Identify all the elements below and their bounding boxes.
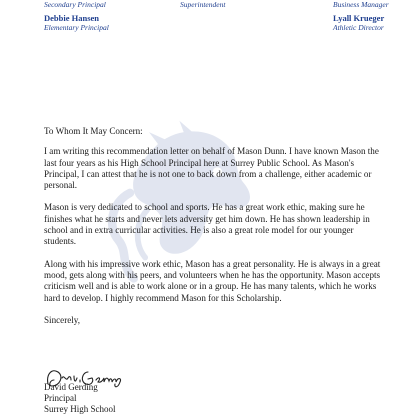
letterhead — [0, 0, 400, 40]
letterhead-left — [44, 13, 109, 32]
athletic-director-name: Lyall Krueger — [333, 13, 385, 23]
paragraph-2: Mason is very dedicated to school and sports. He has a great work ethic, making sure he finishes what he starts and never lets adversity get him down. He has shown leadership in school and in extra curricular activities. He is also a great role model for our younger students. — [44, 202, 370, 247]
letterhead-right — [333, 13, 384, 32]
closing: Sincerely, — [44, 314, 81, 325]
letterhead-left-top — [44, 0, 106, 9]
signer-organization: Surrey High School — [44, 403, 116, 414]
secondary-principal-title: Secondary Principal — [44, 0, 106, 9]
letter-body — [44, 126, 384, 337]
elementary-principal-title: Elementary Principal — [44, 23, 109, 32]
elementary-principal-name: Debbie Hansen — [44, 13, 100, 23]
athletic-director-title: Athletic Director — [333, 23, 384, 32]
signer-title: Principal — [44, 392, 77, 403]
letterhead-right-top — [333, 0, 389, 9]
signer-name: David Gerding — [44, 382, 98, 392]
paragraph-1: I am writing this recommendation letter on behalf of Mason Dunn. I have known Mason the last four years as his High School Principal here at Surrey Public School. As Mason's Principal, I can attest that he is not one to back down from a challenge, either academic or personal. — [44, 146, 379, 191]
superintendent-title: Superintendent — [180, 0, 226, 9]
signature-block — [44, 382, 116, 414]
paragraph-3: Along with his impressive work ethic, Mason has a great personality. He is always in a great mood, gets along with his peers, and volunteers when he has the opportunity. Mason accepts criticism well and is able to work alone or in a group. He has many talents, which he works hard to develop. I highly recommend Mason for this Scholarship. — [44, 258, 381, 303]
letterhead-center — [180, 0, 225, 9]
business-manager-title: Business Manager — [333, 0, 389, 9]
salutation: To Whom It May Concern: — [44, 126, 143, 136]
